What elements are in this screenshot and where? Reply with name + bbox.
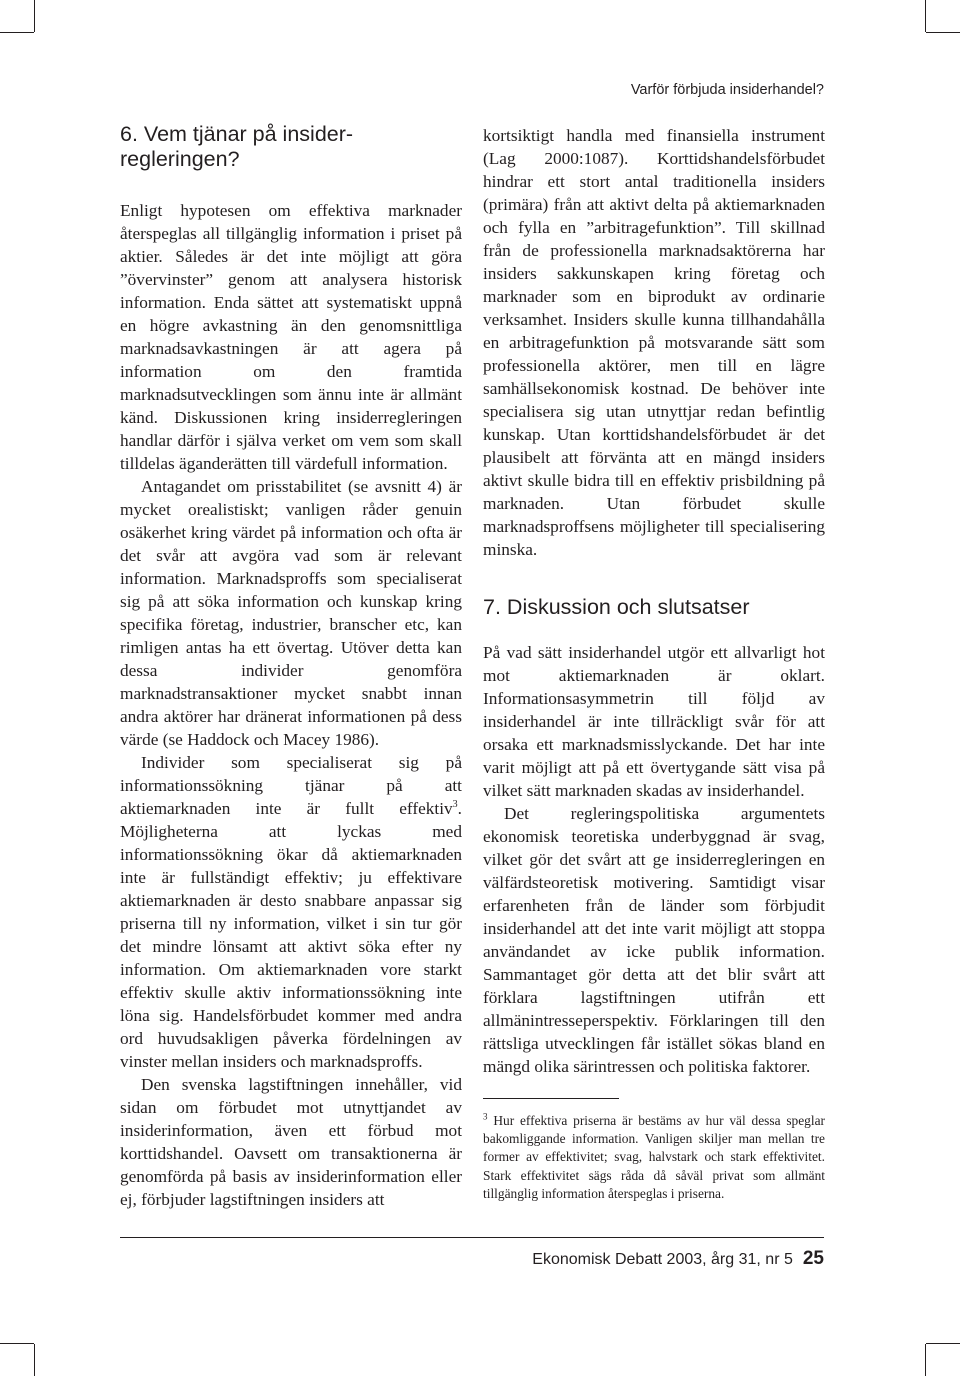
folio bbox=[532, 1248, 824, 1270]
running-head: Varför förbjuda insiderhandel? bbox=[630, 82, 824, 98]
crop-mark bbox=[925, 0, 926, 32]
page-number: 25 bbox=[802, 1248, 824, 1269]
footnote-text: Hur effektiva priserna är bestäms av hur väl dessa speglar bakomliggande information. Vanligen skiljer man mellan tre former av effektivitet; svag, halvstark och stark effektivitet. Stark effektivitet sägs råda då såväl privat som allmänt tillgänglig information återspeglas i priserna. bbox=[483, 1113, 826, 1201]
journal-citation: Ekonomisk Debatt 2003, årg 31, nr 5 bbox=[532, 1251, 793, 1268]
section-6-paragraph-1: Enligt hypotesen om effektiva marknader återspeglas all tillgänglig information i priset på aktier. Således är det inte möjligt att göra ”övervinster” genom att analysera historisk information. Enda sättet att systematiskt uppnå en högre avkastning än den genomsnittliga marknadsavkastningen är att agera på information om den framtida marknadsutvecklingen som ännu inte är allmänt känd. Diskussionen kring insiderregleringen handlar därför i själva verket om vem som skall tilldelas äganderätten till värdefull information. bbox=[120, 201, 462, 473]
footer-rule bbox=[120, 1237, 824, 1238]
crop-mark bbox=[34, 1344, 35, 1376]
section-6-paragraph-3 bbox=[120, 751, 462, 1073]
left-column bbox=[120, 122, 462, 1211]
paragraph-3-text-a: Individer som specialiserat sig på informationssökning tjänar på att aktiemarknaden inte är fullt effektiv bbox=[120, 753, 462, 818]
footnote-reference: 3 bbox=[452, 799, 458, 811]
paragraph-3-text-b: . Möjligheterna att lyckas med informationssökning ökar då aktiemarknaden inte är fullständigt effektiv; ju effektivare aktiemarknaden är desto snabbare anpassar sig priserna till ny information, vilket i sin tur gör det mindre lönsamt att aktivt söka efter ny information. Om aktiemarknaden vore starkt effektiv skulle aktiv informationssökning inte löna sig. Handelsförbudet kommer med andra ord huvudsakligen påverka fördelningen av vinster mellan insiders och marknadsproffs. bbox=[120, 799, 462, 1071]
crop-mark bbox=[925, 1344, 926, 1376]
footnote-marker: 3 bbox=[483, 1111, 488, 1122]
section-6-paragraph-2: Antagandet om prisstabilitet (se avsnitt 4) är mycket orealistiskt; vanligen råder genuin osäkerhet kring värdet på information och ofta är det svår att avgöra vad som är relevant information. Marknadsproffs som specialiserat sig på att söka information och kunskap kring specifika företag, industrier, branscher etc, kan rimligen antas ha ett övertag. Utöver detta kan dessa individer genomföra marknadstransaktioner mycket snabbt innan andra aktörer har dränerat informationen på dess värde (se Haddock och Macey 1986). bbox=[120, 477, 462, 749]
right-column bbox=[483, 124, 825, 1203]
crop-mark bbox=[34, 0, 35, 32]
crop-mark bbox=[0, 1343, 34, 1344]
crop-mark bbox=[926, 1343, 960, 1344]
footnote-rule bbox=[483, 1098, 619, 1099]
section-6-heading bbox=[120, 122, 462, 172]
section-6-paragraph-4: Den svenska lagstiftningen innehåller, vid sidan om förbudet mot utnyttjandet av insiderinformation, även ett förbud mot korttidshandel. Oavsett om transaktionerna är genomförda på basis av insiderinformation eller ej, förbjuder lagstiftningen insiders att bbox=[120, 1075, 462, 1209]
crop-mark bbox=[0, 32, 34, 33]
section-7-heading bbox=[483, 595, 825, 620]
section-7-number: 7. bbox=[483, 595, 501, 619]
section-7-paragraph-2: Det regleringspolitiska argumentets ekonomisk teoretiska underbyggnad är svag, vilket gör det svårt att ge insiderregleringen en välfärdsteoretisk motivering. Samtidigt visar erfarenheten från de länder som förbjudit insiderhandel att det inte varit möjligt att stoppa användandet av icke publik information. Sammantaget gör detta att det blir svårt att förklara lagstiftningen utifrån ett allmänintresseperspektiv. Förklaringen till den rättsliga utvecklingen får istället sökas bland en mängd olika särintressen och politiska faktorer. bbox=[483, 804, 825, 1076]
section-7-paragraph-1: På vad sätt insiderhandel utgör ett allvarligt hot mot aktiemarknaden är oklart. Informationsasymmetrin till följd av insiderhandel är inte tillräckligt svår för att orsaka ett marknadsmisslyckande. Det har inte varit möjligt att på ett övertygande sätt visa på vilket sätt marknaden skadas av insiderhandel. bbox=[483, 643, 825, 800]
section-6-title: Vem tjänar på insider-regleringen? bbox=[120, 122, 354, 171]
section-6-number: 6. bbox=[120, 122, 138, 146]
section-7-title: Diskussion och slutsatser bbox=[506, 595, 750, 619]
footnote bbox=[483, 1112, 825, 1203]
section-6-paragraph-5: kortsiktigt handla med finansiella instrument (Lag 2000:1087). Korttidshandelsförbudet hindrar ett stort antal traditionella insiders (primära) från att aktivt delta på aktiemarknaden och fylla en ”arbitragefunktion”. Till skillnad från de professionella marknadsaktörerna har insiders sakkunskapen kring företag och marknader som en biprodukt av ordinarie verksamhet. Insiders skulle kunna tillhandahålla en arbitragefunktion på motsvarande sätt som professionella aktörer, men till en lägre samhällsekonomisk kostnad. De behöver inte specialisera sig utan utnyttjar redan befintlig kunskap. Utan korttidshandelsförbudet är det plausibelt att förvänta att en mängd insiders aktivt skulle bidra till en effektiv prisbildning på marknaden. Utan förbudet skulle marknadsproffsens möjligheter till specialisering minska. bbox=[483, 126, 825, 559]
crop-mark bbox=[926, 32, 960, 33]
